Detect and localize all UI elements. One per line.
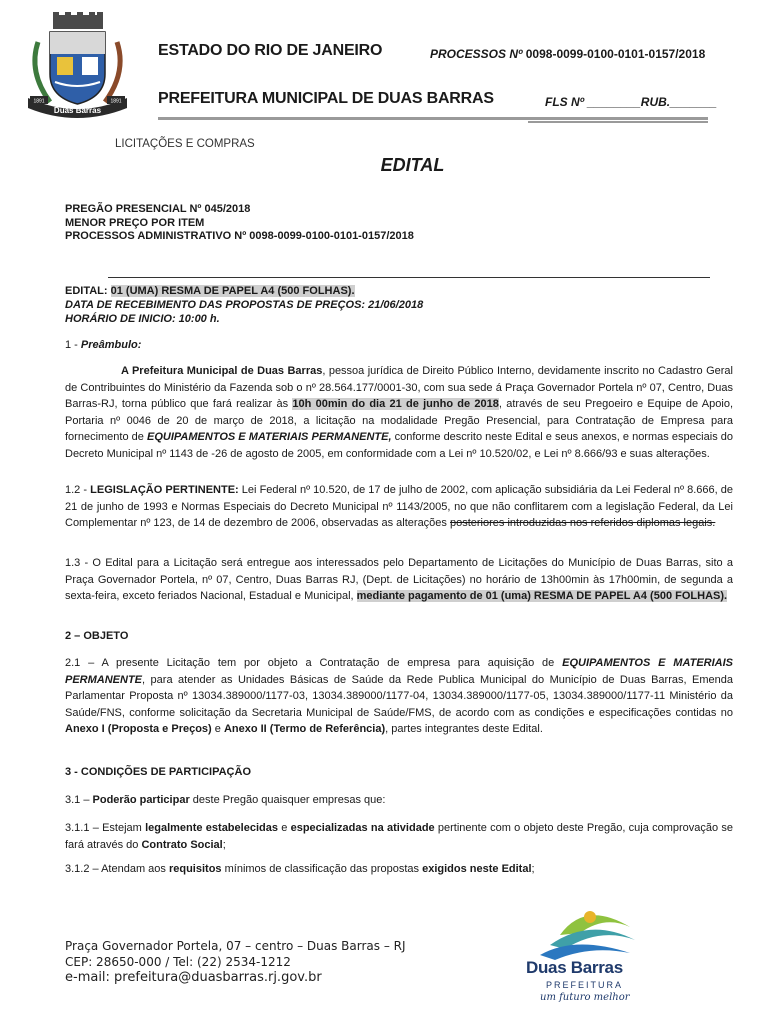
p311-b: legalmente estabelecidas — [145, 822, 278, 834]
p31-a: 3.1 – — [65, 794, 93, 806]
paragraph-2-1 — [65, 655, 733, 738]
preambulo-highlight: 10h 00min do dia 21 de junho de 2018 — [292, 398, 499, 410]
summary-line2: MENOR PREÇO POR ITEM — [65, 216, 205, 229]
preambulo-title: Preâmbulo: — [80, 339, 142, 351]
condicoes-heading: 3 - CONDIÇÕES DE PARTICIPAÇÃO — [65, 766, 251, 778]
p31-c: deste Pregão quaisquer empresas que: — [189, 794, 386, 806]
header-state: ESTADO DO RIO DE JANEIRO — [158, 42, 383, 59]
edital-block — [65, 284, 423, 326]
p311-e: pertinente com o objeto deste Pregão, cuja comprovação se fará através do — [65, 822, 733, 851]
processos-label: PROCESSOS Nº — [430, 47, 523, 61]
p312-d: exigidos neste Edital — [422, 863, 532, 875]
edital-horario: HORÁRIO DE INICIO: 10:00 h. — [65, 313, 220, 325]
document-title-text: EDITAL — [380, 155, 445, 175]
p312-b: requisitos — [168, 863, 222, 875]
p12-bold: LEGISLAÇÃO PERTINENTE: — [90, 484, 239, 496]
processos-number: 0098-0099-0100-0101-0157/2018 — [525, 47, 706, 61]
logo-name: Duas Barras — [526, 958, 623, 977]
p21-text-d: , partes integrantes deste Edital. — [385, 723, 543, 735]
p21-text-a: 2.1 – A presente Licitação tem por objeto a Contratação de empresa para aquisição de — [65, 657, 563, 669]
preambulo-text-a: , pessoa jurídica de Direito Público Interno, devidamente inscrito no Cadastro Geral de Contribuintes do Ministério da Fazenda sob o nº 28.564.177/0001-30, com sua sede á Praça Governador Portela nº 07, Centro, Duas Barras-RJ, torna público que fará realizar às — [65, 365, 733, 410]
paragraph-1-3 — [65, 555, 733, 605]
header-divider — [158, 117, 708, 120]
paragraph-3-1 — [65, 794, 385, 806]
preambulo-bold-italic: EQUIPAMENTOS E MATERIAIS PERMANENTE, — [147, 431, 392, 443]
paragraph-3-1-2 — [65, 863, 535, 875]
header-divider-short — [528, 121, 708, 123]
p21-text-b: , para atender as Unidades Básicas de Saúde da Rede Publica Municipal do Município de Duas Barras, Emenda Parlamentar Proposta nº 13034.389000/1177-03, 13034.389000/1177-04, 13034.389000/1177-05, 13034.389000/1177-11 Ministério da Saúde/FNS, conforme solicitação da Secretaria Municipal de Saúde/FMS, de acordo com as condições e especificações contidas no — [65, 673, 733, 719]
section-label: LICITAÇÕES E COMPRAS — [115, 138, 255, 150]
p21-bold-italic: EQUIPAMENTOS E MATERIAIS PERMANENTE — [65, 657, 733, 686]
footer-phone: CEP: 28650-000 / Tel: (22) 2534-1212 — [65, 955, 291, 969]
p21-text-c: e — [211, 723, 224, 735]
objeto-heading: 2 – OBJETO — [65, 630, 129, 642]
p31-b: Poderão participar — [92, 794, 190, 806]
preambulo-text-c: conforme descrito neste Edital e seus anexos, e normas especiais do Decreto Municipal nº 1143 de -26 de agosto de 2005, em conformidade com a Lei nº 10.520/02, e Lei nº 8.666/93 e suas alterações. — [65, 431, 734, 460]
p311-d: especializadas na atividade — [290, 822, 435, 834]
p311-a: 3.1.1 – Estejam — [65, 822, 146, 834]
summary-block — [65, 203, 414, 244]
preambulo-bold: A Prefeitura Municipal de Duas Barras — [121, 365, 323, 377]
p311-f: Contrato Social — [141, 838, 223, 851]
preambulo-heading — [65, 339, 141, 351]
logo-sub: PREFEITURA — [546, 980, 624, 990]
municipal-crest-logo — [20, 12, 135, 120]
document-title — [0, 155, 770, 176]
p12-num: 1.2 - — [65, 484, 91, 496]
header-prefeitura: PREFEITURA MUNICIPAL DE DUAS BARRAS — [158, 90, 494, 107]
p311-c: e — [277, 822, 291, 834]
crest-year-left: 1891 — [33, 98, 45, 105]
p13-highlight: mediante pagamento de 01 (uma) RESMA DE PAPEL A4 (500 FOLHAS). — [356, 590, 728, 602]
edital-data: DATA DE RECEBIMENTO DAS PROPOSTAS DE PREÇOS: 21/06/2018 — [65, 299, 424, 311]
edital-line — [65, 284, 423, 298]
p312-a: 3.1.2 – Atendam aos — [65, 863, 169, 875]
p13-text: 1.3 - O Edital para a Licitação será entregue aos interessados pelo Departamento de Licitações do Município de Duas Barras, sito a Praça Governador Portela, nº 07, Centro, Duas Barras RJ, (Dept. de Licitações) no horário de 13h00min às 17h00min, de segunda a sexta-feira, exceto feriados Nacional, Estadual e Municipal, — [65, 557, 733, 602]
crest-ribbon-text: Duas Barras — [53, 106, 102, 115]
paragraph-3-1-1 — [65, 820, 733, 853]
preambulo-paragraph — [65, 363, 733, 462]
header-processos — [430, 47, 705, 61]
preambulo-num: 1 - — [65, 339, 81, 351]
summary-line1: PREGÃO PRESENCIAL Nº 045/2018 — [65, 203, 251, 215]
logo-slogan: um futuro melhor — [540, 992, 630, 1003]
edital-label: EDITAL: — [65, 285, 111, 297]
footer-email: e-mail: prefeitura@duasbarras.rj.gov.br — [65, 970, 322, 985]
p12-strike: posteriores introduzidas nos referidos diplomas legais. — [449, 517, 716, 529]
crest-year-right: 1891 — [110, 98, 122, 105]
paragraph-1-2 — [65, 482, 733, 532]
edital-value: 01 (UMA) RESMA DE PAPEL A4 (500 FOLHAS). — [110, 285, 355, 297]
p312-e: ; — [531, 863, 535, 875]
p312-c: mínimos de classificação das propostas — [221, 863, 423, 875]
p21-anexo1: Anexo I (Proposta e Preços) — [65, 723, 212, 735]
p311-g: ; — [222, 838, 226, 851]
summary-line3: PROCESSOS ADMINISTRATIVO Nº 0098-0099-0100-0101-0157/2018 — [65, 230, 414, 242]
header-fls: FLS Nº ________RUB._______ — [545, 95, 717, 109]
preambulo-text-b: , através de seu Pregoeiro e Equipe de Apoio, Portaria nº 0046 de 20 de março de 2018, a licitação na modalidade Pregão Presencial, para Contratação de Empresa para fornecimento de — [65, 398, 734, 443]
footer-address: Praça Governador Portela, 07 – centro – Duas Barras – RJ — [65, 939, 406, 953]
footer-contact — [65, 938, 406, 986]
p21-anexo2: Anexo II (Termo de Referência) — [223, 723, 386, 735]
summary-divider — [108, 277, 710, 278]
p12-text: Lei Federal nº 10.520, de 17 de julho de 2002, com aplicação subsidiária da Lei Federal nº 8.666, de 21 de junho de 1993 e Normas Especiais do Decreto Municipal nº 1143/2005, no que não conflitarem com a legislação Federal, da Lei Complementar nº 123, de 14 de dezembro de 2006, observadas as alterações — [65, 484, 733, 529]
